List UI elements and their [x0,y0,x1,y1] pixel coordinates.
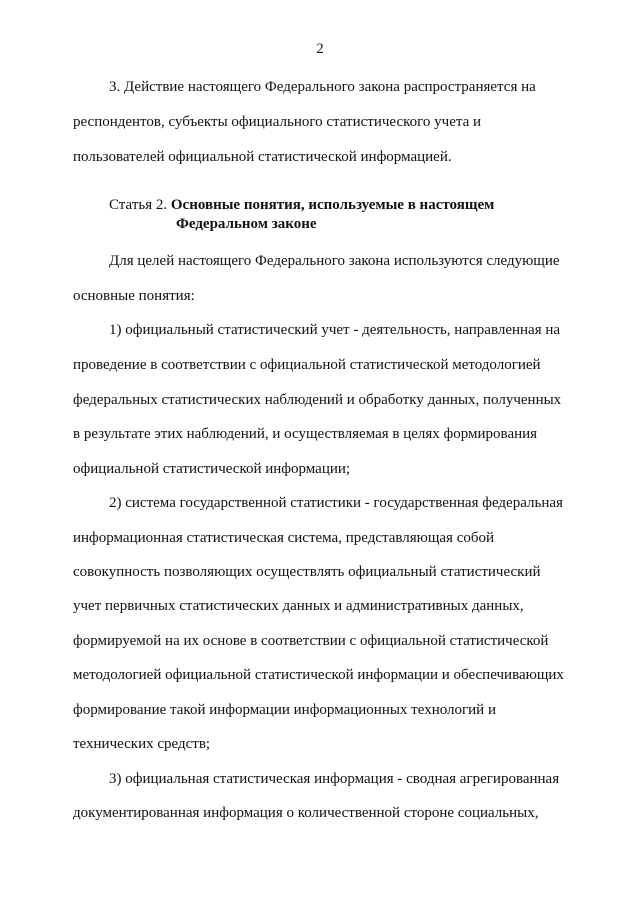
para3-line-1: 3. Действие настоящего Федерального закона распространяется на [109,79,536,95]
article-heading [109,196,494,215]
item2-line-8: технических средств; [73,736,211,752]
item1-line-2: проведение в соответствии с официальной статистической методологией [73,357,541,373]
para3-line-2: респондентов, субъекты официального статистического учета и [73,114,482,130]
item1-line-5: официальной статистической информации; [73,461,351,477]
item2-line-6: методологией официальной статистической информации и обеспечивающих [73,667,564,683]
item2-line-4: учет первичных статистических данных и административных данных, [73,598,524,614]
item3-line-1: 3) официальная статистическая информация - сводная агрегированная [109,771,560,787]
article-title-line-1: Основные понятия, используемые в настоящем [170,197,495,213]
item1-line-4: в результате этих наблюдений, и осуществляемая в целях формирования [73,426,538,442]
page-number: 2 [316,41,324,57]
item2-line-1: 2) система государственной статистики - государственная федеральная [109,495,563,511]
item2-line-5: формируемой на их основе в соответствии с официальной статистической [73,633,549,649]
intro-line-2: основные понятия: [73,288,195,304]
article-title-line-2: Федеральном законе [176,216,317,232]
item2-line-7: формирование такой информации информационных технологий и [73,702,496,718]
intro-line-1: Для целей настоящего Федерального закона используются следующие [109,253,560,269]
item2-line-3: совокупность позволяющих осуществлять официальный статистический [73,564,541,580]
para3-line-3: пользователей официальной статистической информацией. [73,149,452,165]
item1-line-3: федеральных статистических наблюдений и обработку данных, полученных [73,392,562,408]
item1-line-1: 1) официальный статистический учет - деятельность, направленная на [109,322,561,338]
article-label: Статья 2. [109,197,168,213]
item2-line-2: информационная статистическая система, представляющая собой [73,530,495,546]
item3-line-2: документированная информация о количественной стороне социальных, [73,805,539,821]
